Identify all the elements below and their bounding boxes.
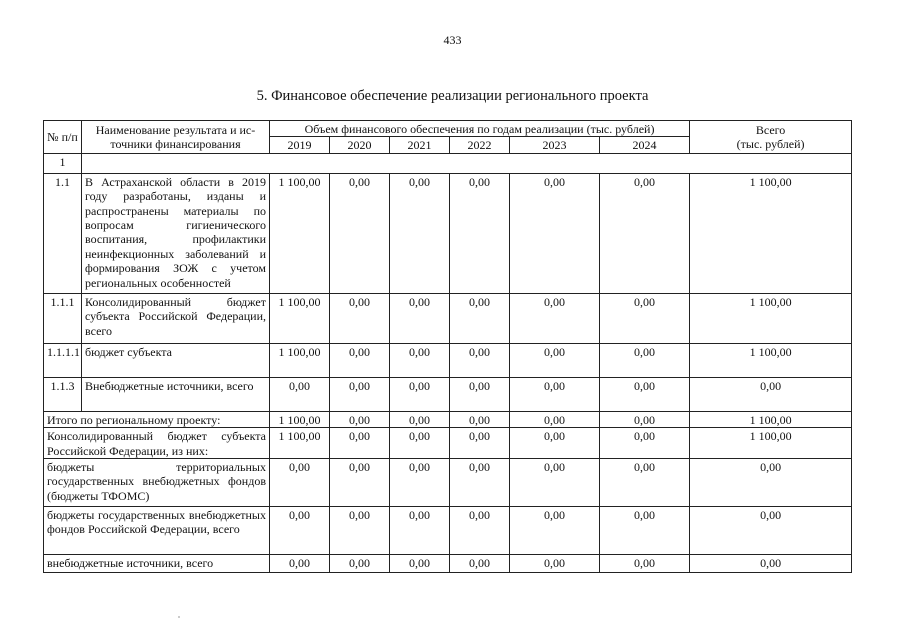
total-value-cell: 1 100,00: [690, 411, 852, 427]
page-number: 433: [443, 33, 462, 47]
summary-label: внебюджетные источники, всего: [44, 555, 270, 573]
summary-row: [44, 459, 852, 507]
year-header: 2020: [330, 137, 390, 153]
year-value-cell: 1 100,00: [270, 411, 330, 427]
total-value-cell: 0,00: [690, 555, 852, 573]
summary-row: [44, 507, 852, 555]
year-value-cell: 0,00: [390, 555, 450, 573]
year-value-cell: 0,00: [450, 173, 510, 293]
year-value-cell: 0,00: [510, 428, 600, 459]
year-header: 2023: [510, 137, 600, 153]
year-value-cell: 1 100,00: [270, 428, 330, 459]
total-value-cell: 0,00: [690, 507, 852, 555]
year-value-cell: 0,00: [600, 428, 690, 459]
total-value-cell: 1 100,00: [690, 343, 852, 377]
header-row-1: [44, 121, 852, 137]
total-header: [690, 121, 852, 154]
year-value-cell: 0,00: [600, 377, 690, 411]
year-value-cell: 0,00: [450, 459, 510, 507]
summary-label: бюджеты государственных внебюджетных фондов Российской Федерации, всего: [44, 507, 270, 555]
row-name: бюджет субъекта: [82, 343, 270, 377]
year-value-cell: 0,00: [330, 555, 390, 573]
year-value-cell: 0,00: [390, 293, 450, 343]
scan-artifact: [178, 616, 180, 618]
row-num: 1.1.1.1: [44, 343, 82, 377]
num-header: № п/п: [44, 121, 82, 154]
year-value-cell: 0,00: [390, 507, 450, 555]
total-value-cell: 1 100,00: [690, 428, 852, 459]
name-header-line-2: точники финансирования: [110, 137, 241, 152]
year-value-cell: 1 100,00: [270, 293, 330, 343]
year-value-cell: 0,00: [330, 343, 390, 377]
year-value-cell: 0,00: [330, 377, 390, 411]
year-value-cell: 0,00: [600, 343, 690, 377]
year-value-cell: 0,00: [450, 293, 510, 343]
row-name: Внебюджетные источники, всего: [82, 377, 270, 411]
year-value-cell: 0,00: [600, 555, 690, 573]
total-header-line-1: Всего: [755, 123, 786, 137]
year-value-cell: 0,00: [600, 173, 690, 293]
row-num: 1.1.1: [44, 293, 82, 343]
year-value-cell: 0,00: [450, 377, 510, 411]
year-header: 2021: [390, 137, 450, 153]
year-value-cell: 0,00: [390, 173, 450, 293]
year-value-cell: 0,00: [390, 428, 450, 459]
year-value-cell: 0,00: [330, 173, 390, 293]
year-value-cell: 0,00: [600, 507, 690, 555]
row-name: Консолидированный бюджет субъекта Российской Федерации, всего: [82, 293, 270, 343]
table-row: [44, 377, 852, 411]
year-value-cell: 0,00: [330, 411, 390, 427]
row-name: В Астраханской области в 2019 году разработаны, изданы и распространены материалы по вопросам гигиенического воспитания, профилактики неинфекционных заболеваний и формирования ЗОЖ с учетом региональных особенностей: [82, 173, 270, 293]
year-value-cell: 0,00: [330, 459, 390, 507]
year-value-cell: 0,00: [330, 428, 390, 459]
year-value-cell: 0,00: [390, 459, 450, 507]
year-value-cell: 0,00: [510, 459, 600, 507]
summary-label: Итого по региональному проекту:: [44, 411, 270, 427]
summary-row: [44, 428, 852, 459]
year-value-cell: 0,00: [600, 459, 690, 507]
table-row: [44, 173, 852, 293]
summary-label: Консолидированный бюджет субъекта Российской Федерации, из них:: [44, 428, 270, 459]
year-value-cell: 0,00: [510, 173, 600, 293]
section-title: 5. Финансовое обеспечение реализации регионального проекта: [256, 88, 649, 104]
total-header-line-2: (тыс. рублей): [736, 137, 805, 152]
year-header: 2024: [600, 137, 690, 153]
section-row: [44, 153, 852, 173]
year-value-cell: 0,00: [450, 411, 510, 427]
volume-header: Объем финансового обеспечения по годам реализации (тыс. рублей): [270, 121, 690, 137]
name-header: [82, 121, 270, 154]
year-value-cell: 0,00: [510, 411, 600, 427]
name-header-line-1: Наименование результата и ис-: [95, 123, 256, 137]
year-value-cell: 0,00: [510, 377, 600, 411]
year-value-cell: 0,00: [330, 293, 390, 343]
year-value-cell: 0,00: [450, 343, 510, 377]
year-value-cell: 0,00: [270, 377, 330, 411]
financing-table: [43, 120, 852, 573]
total-value-cell: 1 100,00: [690, 173, 852, 293]
summary-row: [44, 555, 852, 573]
year-value-cell: 0,00: [510, 555, 600, 573]
row-num: 1.1: [44, 173, 82, 293]
year-value-cell: 0,00: [510, 343, 600, 377]
summary-label: бюджеты территориальных государственных внебюджетных фондов (бюджеты ТФОМС): [44, 459, 270, 507]
year-value-cell: 0,00: [450, 555, 510, 573]
year-value-cell: 0,00: [600, 411, 690, 427]
year-value-cell: 0,00: [390, 411, 450, 427]
year-value-cell: 0,00: [510, 293, 600, 343]
total-value-cell: 0,00: [690, 377, 852, 411]
year-value-cell: 0,00: [270, 507, 330, 555]
year-header: 2019: [270, 137, 330, 153]
table-row: [44, 343, 852, 377]
year-value-cell: 0,00: [390, 377, 450, 411]
table-body: [44, 121, 852, 573]
summary-row: [44, 411, 852, 427]
year-value-cell: 0,00: [450, 507, 510, 555]
year-value-cell: 0,00: [270, 555, 330, 573]
year-value-cell: 0,00: [600, 293, 690, 343]
year-value-cell: 0,00: [450, 428, 510, 459]
total-value-cell: 1 100,00: [690, 293, 852, 343]
year-value-cell: 0,00: [390, 343, 450, 377]
year-value-cell: 0,00: [510, 507, 600, 555]
section-num: 1: [44, 153, 82, 173]
year-value-cell: 0,00: [270, 459, 330, 507]
row-num: 1.1.3: [44, 377, 82, 411]
year-value-cell: 1 100,00: [270, 343, 330, 377]
year-value-cell: 1 100,00: [270, 173, 330, 293]
year-value-cell: 0,00: [330, 507, 390, 555]
year-header: 2022: [450, 137, 510, 153]
total-value-cell: 0,00: [690, 459, 852, 507]
section-empty-cell: [82, 153, 852, 173]
table-row: [44, 293, 852, 343]
